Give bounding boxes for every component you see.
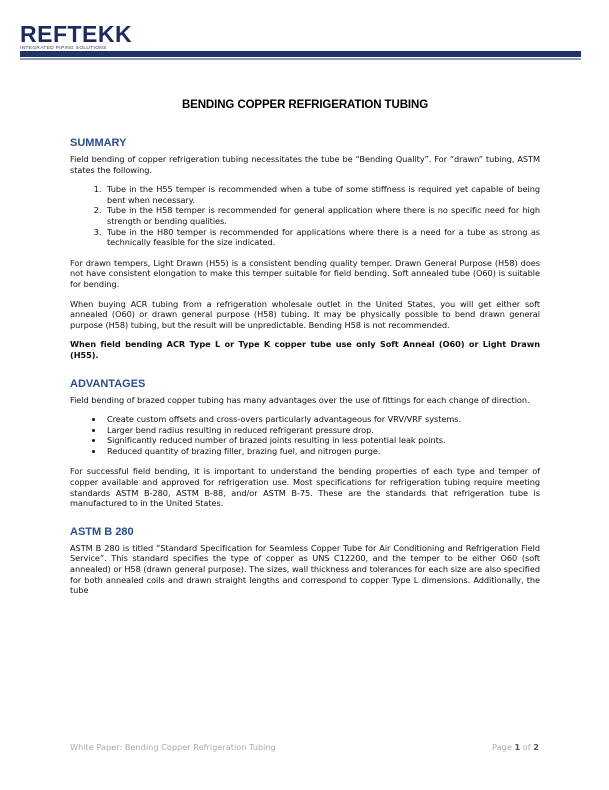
footer-title: White Paper: Bending Copper Refrigeration Tubing xyxy=(70,742,276,752)
advantages-paragraph: For successful field bending, it is important to understand the bending properties of each type and temper of copper available and approved for refrigeration use. Most specifications for refrigeration tubing require meeting standards ASTM B-280, ASTM B-88, and/or ASTM B-75. These are the standards that refrigeration tube is manufactured to in the United States. xyxy=(70,466,540,509)
advantages-list xyxy=(70,414,540,456)
list-item: 3. Tube in the H80 temper is recommended for applications where there is a need for a tube as strong as technically feasible for the size indicated. xyxy=(104,227,540,248)
astm-heading: ASTM B 280 xyxy=(70,525,134,538)
page-label: Page xyxy=(492,742,512,752)
summary-paragraph: For drawn tempers, Light Drawn (H55) is a consistent bending quality temper. Drawn General Purpose (H58) does not have consistent elongation to make this temper suitable for field bending. Soft annealed tube (O60) is suitable for bending. xyxy=(70,257,540,289)
temper-list xyxy=(70,184,540,248)
document-body xyxy=(70,99,540,605)
list-item: • Significantly reduced number of brazed joints resulting in less potential leak points. xyxy=(104,435,540,446)
summary-paragraph: When buying ACR tubing from a refrigeration wholesale outlet in the United States, you will get either soft annealed (O60) or drawn general purpose (H58) tubing. It may be physically possible to bend drawn general purpose (H58) tubing, but the result will be unpredictable. Bending H58 is not recommended. xyxy=(70,298,540,330)
page-total: 2 xyxy=(533,742,539,752)
document-title: BENDING COPPER REFRIGERATION TUBING xyxy=(181,99,429,111)
list-item: • Create custom offsets and cross-overs particularly advantageous for VRV/VRF systems. xyxy=(104,414,540,425)
list-item: 1. Tube in the H55 temper is recommended when a tube of some stiffness is required yet capable of being bent when necessary. xyxy=(104,184,540,205)
page-of: of xyxy=(522,742,531,752)
logo-wordmark: REFTEKK xyxy=(20,21,133,47)
company-logo xyxy=(20,22,132,51)
advantages-intro: Field bending of brazed copper tubing has many advantages over the use of fittings for each change of direction. xyxy=(70,394,530,405)
astm-paragraph: ASTM B 280 is titled “Standard Specification for Seamless Copper Tube for Air Conditioning and Refrigeration Field Service”. This standard specifies the type of copper as UNS C12200, and the temper to be either O60 (soft annealed) or H58 (drawn general purpose). The sizes, wall thickness and tolerances for each size are also specified for both annealed coils and drawn straight lengths and correspond to copper Type L dimensions. Additionally, the tube xyxy=(70,542,540,596)
list-item: • Larger bend radius resulting in reduced refrigerant pressure drop. xyxy=(104,425,540,436)
header-rule-thin xyxy=(20,58,581,60)
page-current: 1 xyxy=(514,742,521,752)
summary-note: When field bending ACR Type L or Type K copper tube use only Soft Anneal (O60) or Light Drawn (H55). xyxy=(70,339,540,360)
summary-heading: SUMMARY xyxy=(70,137,127,149)
page-number xyxy=(492,742,539,752)
advantages-heading: ADVANTAGES xyxy=(70,377,146,390)
summary-intro: Field bending of copper refrigeration tubing necessitates the tube be “Bending Quality”. For “drawn” tubing, ASTM states the following. xyxy=(70,154,540,175)
header-rule-thick xyxy=(20,51,581,57)
logo-tagline: INTEGRATED PIPING SOLUTIONS xyxy=(20,46,107,51)
list-item: • Reduced quantity of brazing filler, brazing fuel, and nitrogen purge. xyxy=(104,446,540,457)
list-item: 2. Tube in the H58 temper is recommended for general application where there is no specific need for high strength or bending qualities. xyxy=(104,205,540,226)
